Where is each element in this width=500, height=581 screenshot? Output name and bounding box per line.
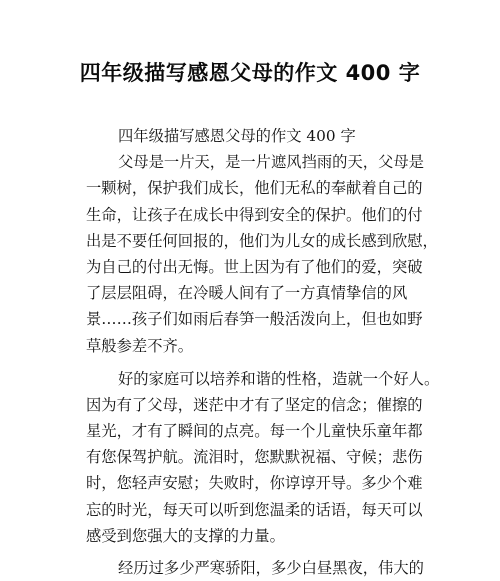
paragraph-line: 生命，让孩子在成长中得到安全的保护。他们的付: [86, 205, 423, 224]
paragraph-line: 经历过多少严寒骄阳，多少白昼黑夜，伟大的: [118, 559, 424, 577]
paragraph-line: 感受到您强大的支撑的力量。: [86, 526, 285, 545]
paragraph-3: [86, 555, 424, 581]
paragraph-1: [86, 149, 438, 359]
paragraph-line: 时，您轻声安慰；失败时，你谆谆开导。多少个难: [86, 474, 423, 493]
paragraph-line: 忘的时光，每天可以听到您温柔的话语，每天可以: [86, 500, 423, 519]
paragraph-line: 有您保驾护航。流泪时，您默默祝福、守候；悲伤: [86, 448, 423, 467]
paragraph-line: 好的家庭可以培养和谐的性格，造就一个好人。: [118, 369, 440, 388]
paragraph-line: 一颗树，保护我们成长，他们无私的奉献着自己的: [86, 179, 423, 198]
document-subtitle: 四年级描写感恩父母的作文 400 字: [118, 127, 356, 145]
paragraph-line: 为自己的付出无悔。世上因为有了他们的爱，突破: [86, 257, 423, 276]
document-title: 四年级描写感恩父母的作文 400 字: [79, 61, 421, 85]
paragraph-spacer: [86, 359, 420, 366]
paragraph-line: 景……孩子们如雨后春笋一般活泼向上，但也如野: [86, 310, 423, 329]
document-body: [86, 123, 440, 581]
paragraph-line: 父母是一片天，是一片遮风挡雨的天，父母是: [118, 153, 424, 172]
paragraph-line: 因为有了父母，迷茫中才有了坚定的信念；催擦的: [86, 395, 423, 414]
paragraph-line: 草般参差不齐。: [86, 336, 194, 355]
paragraph-2: [86, 366, 440, 549]
paragraph-line: 了层层阻碍，在冷暖人间有了一方真情挚信的风: [86, 284, 408, 303]
paragraph-line: 星光，才有了瞬间的点亮。每一个儿童快乐童年都: [86, 422, 423, 441]
paragraph-line: 出是不要任何回报的，他们为儿女的成长感到欣慰，: [86, 231, 438, 250]
